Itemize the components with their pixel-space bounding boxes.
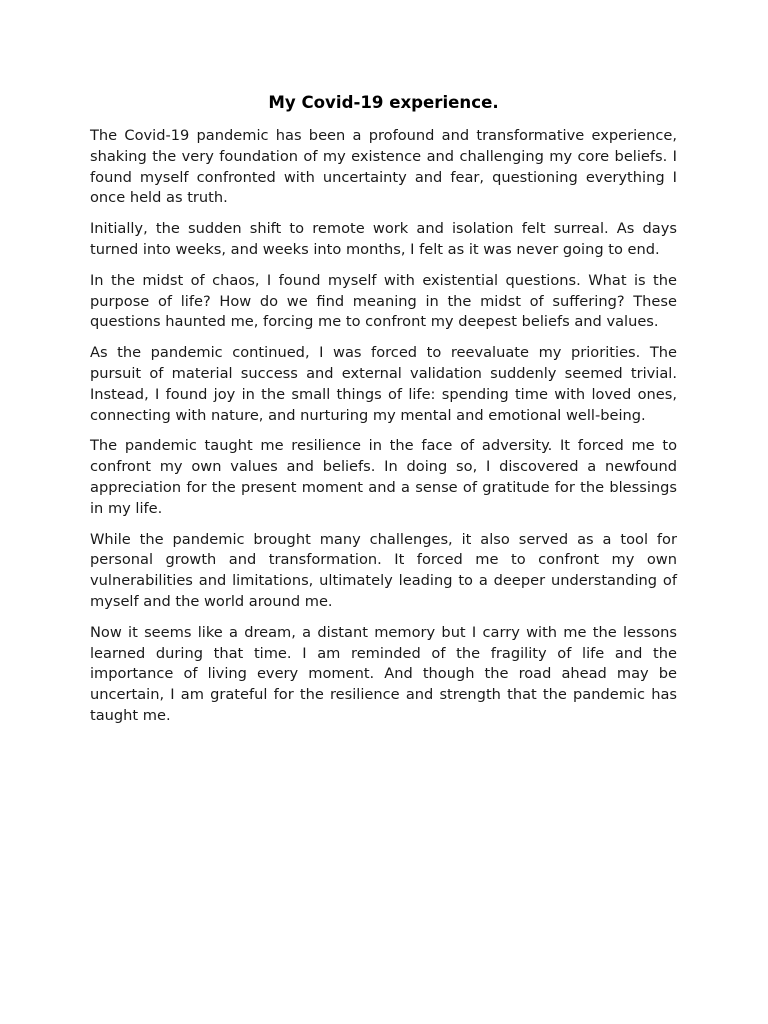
paragraph-5: The pandemic taught me resilience in the face of adversity. It forced me to confront my own values and beliefs. In doing so, I discovered a newfound appreciation for the present moment and a sense of gratitude for the blessings in my life. bbox=[90, 437, 677, 517]
document-page bbox=[90, 92, 677, 737]
document-title: My Covid-19 experience. bbox=[268, 93, 499, 112]
paragraph-3: In the midst of chaos, I found myself with existential questions. What is the purpose of life? How do we find meaning in the midst of suffering? These questions haunted me, forcing me to confront my deepest beliefs and values. bbox=[90, 271, 677, 331]
paragraph-4: As the pandemic continued, I was forced to reevaluate my priorities. The pursuit of material success and external validation suddenly seemed trivial. Instead, I found joy in the small things of life: spending time with loved ones, connecting with nature, and nurturing my mental and emotional well-being. bbox=[90, 344, 677, 424]
paragraph-7: Now it seems like a dream, a distant memory but I carry with me the lessons learned during that time. I am reminded of the fragility of life and the importance of living every moment. And though the road ahead may be uncertain, I am grateful for the resilience and strength that the pandemic has taught me. bbox=[90, 623, 677, 724]
paragraph-1: The Covid-19 pandemic has been a profound and transformative experience, shaking the very foundation of my existence and challenging my core beliefs. I found myself confronted with uncertainty and fear, questioning everything I once held as truth. bbox=[90, 127, 677, 207]
paragraph-2: Initially, the sudden shift to remote work and isolation felt surreal. As days turned into weeks, and weeks into months, I felt as it was never going to end. bbox=[90, 220, 677, 258]
paragraph-6: While the pandemic brought many challenges, it also served as a tool for personal growth and transformation. It forced me to confront my own vulnerabilities and limitations, ultimately leading to a deeper understanding of myself and the world around me. bbox=[90, 530, 677, 610]
